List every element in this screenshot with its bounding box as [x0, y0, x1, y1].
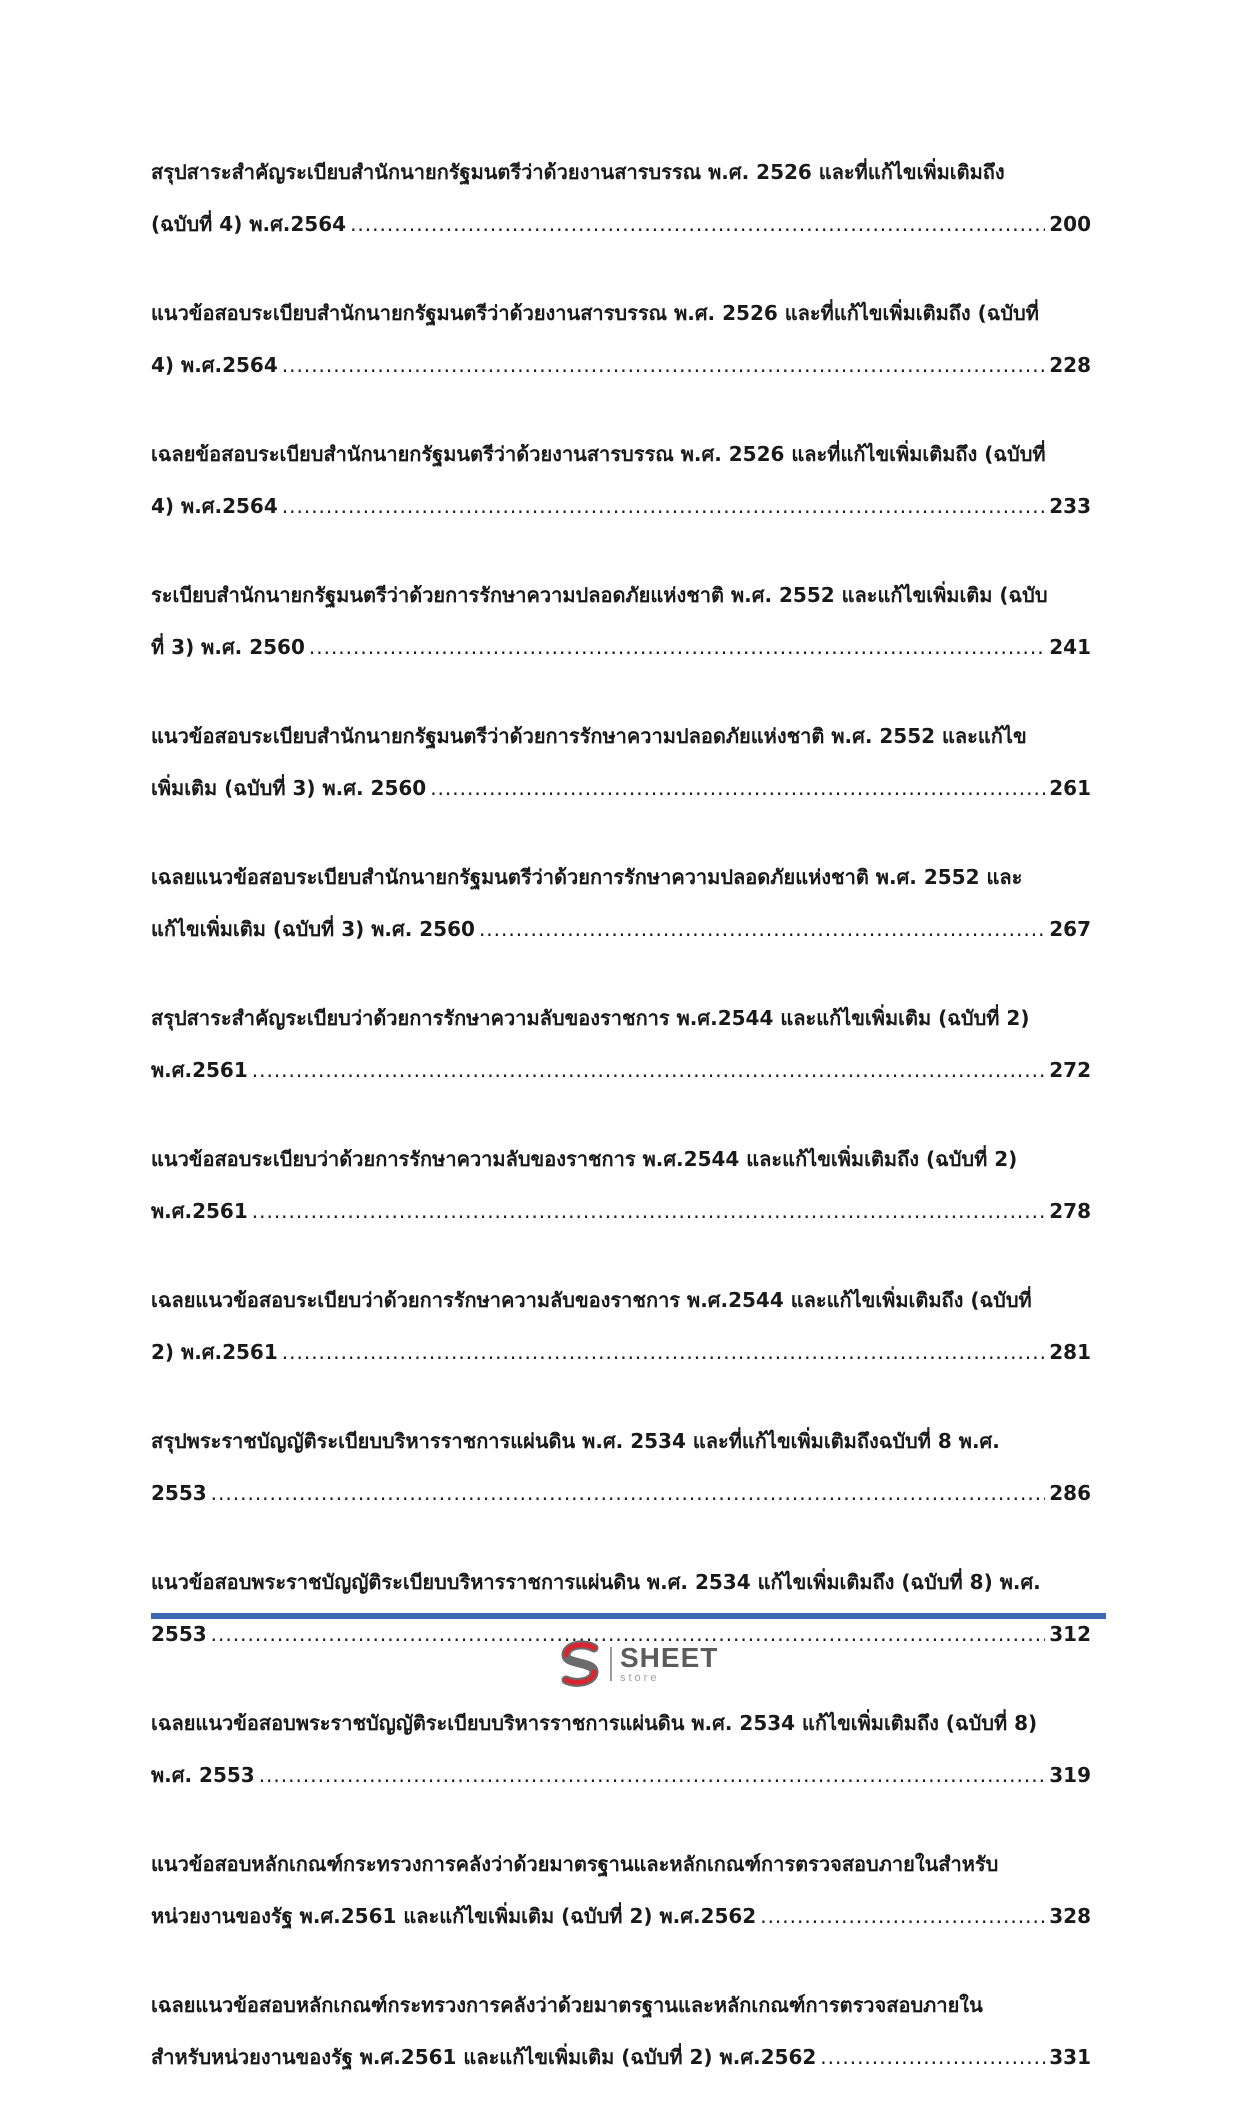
- toc-entry-title-line2: 2) พ.ศ.2561: [151, 1340, 278, 1364]
- table-of-contents: [151, 146, 1091, 2120]
- toc-entry-title-line2: (ฉบับที่ 4) พ.ศ.2564: [151, 212, 347, 236]
- toc-entry[interactable]: [151, 1979, 1091, 2083]
- toc-entry-title-line2: 4) พ.ศ.2564: [151, 494, 278, 518]
- toc-entry[interactable]: [151, 1697, 1091, 1801]
- toc-entry-title-line2: หน่วยงานของรัฐ พ.ศ.2561 และแก้ไขเพิ่มเติม (ฉบับที่ 2) พ.ศ.2562: [151, 1904, 757, 1928]
- toc-entry-title-line2: พ.ศ.2561: [151, 1199, 248, 1223]
- toc-entry-title-line1: เฉลยแนวข้อสอบระเบียบว่าด้วยการรักษาความลับของราชการ พ.ศ.2544 และแก้ไขเพิ่มเติมถึง (ฉบับที่: [151, 1288, 1032, 1312]
- toc-page-number: 261: [1049, 776, 1091, 800]
- toc-entry-title-line2: พ.ศ.2561: [151, 1058, 248, 1082]
- toc-entry-title-line2: แก้ไขเพิ่มเติม (ฉบับที่ 3) พ.ศ. 2560: [151, 917, 475, 941]
- toc-entry-title-line1: แนวข้อสอบหลักเกณฑ์กระทรวงการคลังว่าด้วยมาตรฐานและหลักเกณฑ์การตรวจสอบภายในสำหรับ: [151, 1852, 999, 1876]
- toc-entry-title-line2: 2553: [151, 1622, 207, 1646]
- dot-leader: [479, 903, 1045, 955]
- toc-entry[interactable]: [151, 428, 1091, 532]
- dot-leader: [760, 1890, 1045, 1942]
- toc-entry[interactable]: [151, 146, 1091, 250]
- toc-entry-title-line2: ที่ 3) พ.ศ. 2560: [151, 635, 305, 659]
- toc-entry-title-line2: เพิ่มเติม (ฉบับที่ 3) พ.ศ. 2560: [151, 776, 427, 800]
- logo-separator: [610, 1647, 612, 1681]
- toc-entry-title-line1: สรุปพระราชบัญญัติระเบียบบริหารราชการแผ่นดิน พ.ศ. 2534 และที่แก้ไขเพิ่มเติมถึงฉบับที่ 8 พ.ศ.: [151, 1429, 1000, 1453]
- toc-page-number: 272: [1049, 1058, 1091, 1082]
- toc-entry-title-line1: ระเบียบสำนักนายกรัฐมนตรีว่าด้วยการรักษาความปลอดภัยแห่งชาติ พ.ศ. 2552 และแก้ไขเพิ่มเติม (ฉบับ: [151, 583, 1048, 607]
- dot-leader: [282, 480, 1045, 532]
- footer-rule: [151, 1613, 1106, 1619]
- footer-logo: [556, 1638, 718, 1690]
- toc-entry[interactable]: [151, 1415, 1091, 1519]
- toc-page-number: 331: [1049, 2045, 1091, 2069]
- dot-leader: [820, 2031, 1045, 2083]
- dot-leader: [211, 1467, 1046, 1519]
- toc-entry-title-line1: สรุปสาระสำคัญระเบียบสำนักนายกรัฐมนตรีว่าด้วยงานสารบรรณ พ.ศ. 2526 และที่แก้ไขเพิ่มเติมถึง: [151, 160, 1005, 184]
- toc-page-number: 319: [1049, 1763, 1091, 1787]
- dot-leader: [282, 339, 1045, 391]
- toc-page-number: 281: [1049, 1340, 1091, 1364]
- sheet-store-s-icon: [556, 1639, 606, 1689]
- toc-entry-title-line2: 4) พ.ศ.2564: [151, 353, 278, 377]
- dot-leader: [282, 1326, 1045, 1378]
- dot-leader: [430, 762, 1045, 814]
- brand-subtitle: store: [620, 1672, 660, 1684]
- toc-entry-title-line1: เฉลยข้อสอบระเบียบสำนักนายกรัฐมนตรีว่าด้วยงานสารบรรณ พ.ศ. 2526 และที่แก้ไขเพิ่มเติมถึง (ฉบับที่: [151, 442, 1046, 466]
- dot-leader: [309, 621, 1045, 673]
- toc-entry-title-line2: 2553: [151, 1481, 207, 1505]
- toc-entry-title-line1: แนวข้อสอบพระราชบัญญัติระเบียบบริหารราชการแผ่นดิน พ.ศ. 2534 แก้ไขเพิ่มเติมถึง (ฉบับที่ 8) พ.ศ.: [151, 1570, 1041, 1594]
- toc-entry[interactable]: [151, 1838, 1091, 1942]
- toc-entry[interactable]: [151, 710, 1091, 814]
- toc-entry[interactable]: [151, 1133, 1091, 1237]
- toc-page-number: 312: [1049, 1622, 1091, 1646]
- toc-entry[interactable]: [151, 1274, 1091, 1378]
- toc-entry-title-line1: แนวข้อสอบระเบียบว่าด้วยการรักษาความลับของราชการ พ.ศ.2544 และแก้ไขเพิ่มเติมถึง (ฉบับที่ 2): [151, 1147, 1018, 1171]
- toc-page-number: 286: [1049, 1481, 1091, 1505]
- toc-page-number: 278: [1049, 1199, 1091, 1223]
- toc-entry-title-line1: เฉลยแนวข้อสอบพระราชบัญญัติระเบียบบริหารราชการแผ่นดิน พ.ศ. 2534 แก้ไขเพิ่มเติมถึง (ฉบับที่ 8): [151, 1711, 1038, 1735]
- toc-page-number: 328: [1049, 1904, 1091, 1928]
- toc-entry[interactable]: [151, 851, 1091, 955]
- toc-page-number: 267: [1049, 917, 1091, 941]
- toc-entry-title-line1: แนวข้อสอบระเบียบสำนักนายกรัฐมนตรีว่าด้วยการรักษาความปลอดภัยแห่งชาติ พ.ศ. 2552 และแก้ไข: [151, 724, 1027, 748]
- dot-leader: [259, 1749, 1046, 1801]
- dot-leader: [252, 1044, 1046, 1096]
- dot-leader: [350, 198, 1045, 250]
- toc-entry-title-line2: สำหรับหน่วยงานของรัฐ พ.ศ.2561 และแก้ไขเพิ่มเติม (ฉบับที่ 2) พ.ศ.2562: [151, 2045, 817, 2069]
- toc-entry-title-line1: สรุปสาระสำคัญระเบียบว่าด้วยการรักษาความลับของราชการ พ.ศ.2544 และแก้ไขเพิ่มเติม (ฉบับที่ 2): [151, 1006, 1030, 1030]
- toc-entry[interactable]: [151, 287, 1091, 391]
- brand-wordmark: [620, 1644, 718, 1684]
- toc-page-number: 241: [1049, 635, 1091, 659]
- toc-entry-title-line1: แนวข้อสอบระเบียบสำนักนายกรัฐมนตรีว่าด้วยงานสารบรรณ พ.ศ. 2526 และที่แก้ไขเพิ่มเติมถึง (ฉบับที่: [151, 301, 1039, 325]
- toc-entry-title-line2: พ.ศ. 2553: [151, 1763, 255, 1787]
- toc-entry[interactable]: [151, 992, 1091, 1096]
- toc-page-number: 200: [1049, 212, 1091, 236]
- toc-entry[interactable]: [151, 569, 1091, 673]
- brand-name: SHEET: [620, 1642, 719, 1673]
- toc-page-number: 228: [1049, 353, 1091, 377]
- dot-leader: [252, 1185, 1046, 1237]
- toc-page-number: 233: [1049, 494, 1091, 518]
- toc-entry-title-line1: เฉลยแนวข้อสอบระเบียบสำนักนายกรัฐมนตรีว่าด้วยการรักษาความปลอดภัยแห่งชาติ พ.ศ. 2552 และ: [151, 865, 1023, 889]
- toc-entry-title-line1: เฉลยแนวข้อสอบหลักเกณฑ์กระทรวงการคลังว่าด้วยมาตรฐานและหลักเกณฑ์การตรวจสอบภายใน: [151, 1993, 983, 2017]
